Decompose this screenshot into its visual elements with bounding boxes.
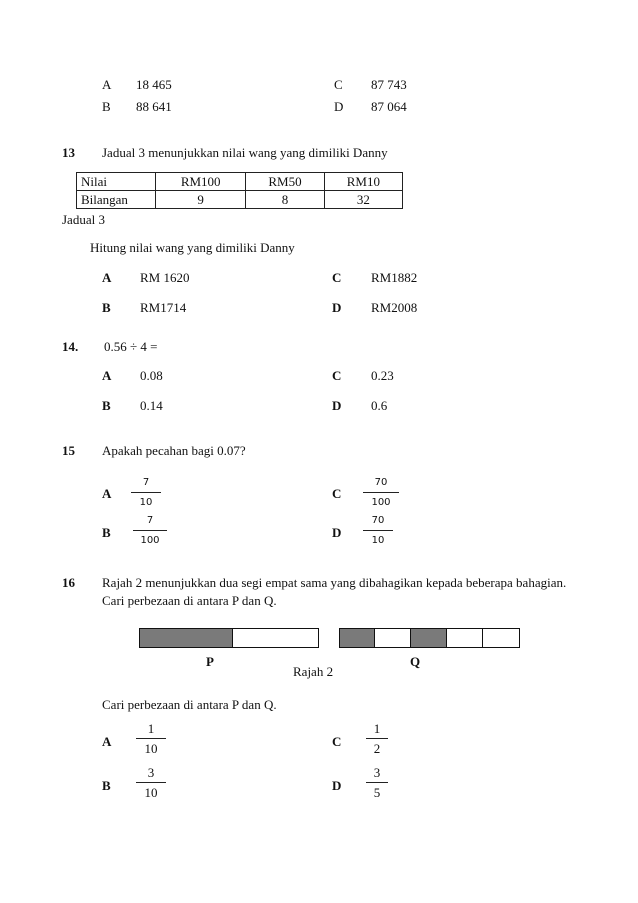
numerator: 70: [374, 477, 388, 488]
q16-option-a-fraction: [136, 722, 166, 756]
jadual-3-table: [76, 172, 403, 209]
q14-option-c-letter: C: [332, 368, 342, 383]
q13-option-a-letter: A: [102, 270, 112, 285]
q16-option-b-letter: B: [102, 778, 111, 793]
table-cell: Bilangan: [77, 191, 156, 209]
table-cell: RM50: [246, 173, 324, 191]
q-part: [446, 628, 483, 648]
q14-option-b-letter: B: [102, 398, 111, 413]
q12-option-b-letter: B: [102, 99, 111, 114]
q16-number: 16: [62, 575, 75, 590]
q13-option-a-text: RM 1620: [140, 270, 190, 285]
table-caption: Jadual 3: [62, 212, 105, 227]
fraction-bar: [136, 782, 166, 783]
denominator: 5: [373, 785, 381, 800]
q13-option-c-letter: C: [332, 270, 342, 285]
q13-stem: Jadual 3 menunjukkan nilai wang yang dimiliki Danny: [102, 145, 388, 160]
q16-option-c-letter: C: [332, 734, 342, 749]
table-cell: 9: [156, 191, 246, 209]
diagram-label-p: P: [206, 654, 214, 669]
q14-option-b-text: 0.14: [140, 398, 163, 413]
q14-option-d-text: 0.6: [371, 398, 388, 413]
q14-option-a-text: 0.08: [140, 368, 163, 383]
q13-option-d-text: RM2008: [371, 300, 418, 315]
q13-option-b-letter: B: [102, 300, 111, 315]
q16-option-d-fraction: [366, 766, 388, 800]
q16-instruction: Cari perbezaan di antara P dan Q.: [102, 697, 277, 712]
q15-option-a-fraction: [131, 476, 161, 510]
fraction-bar: [133, 530, 167, 531]
q14-option-c-text: 0.23: [371, 368, 394, 383]
numerator: 3: [373, 765, 381, 780]
denominator: 10: [144, 741, 158, 756]
denominator: 10: [144, 785, 158, 800]
q13-option-d-letter: D: [332, 300, 342, 315]
q16-stem-line1: Rajah 2 menunjukkan dua segi empat sama yang dibahagikan kepada beberapa bahagian.: [102, 575, 567, 590]
q16-stem-line2: Cari perbezaan di antara P dan Q.: [102, 593, 277, 608]
table-cell: RM10: [324, 173, 402, 191]
q14-option-a-letter: A: [102, 368, 112, 383]
numerator: 1: [373, 721, 381, 736]
numerator: 1: [147, 721, 155, 736]
q-part-shaded: [339, 628, 375, 648]
q12-option-d-text: 87 064: [371, 99, 407, 114]
q12-option-b-text: 88 641: [136, 99, 172, 114]
q15-option-b-fraction: [133, 514, 167, 548]
q14-number: 14.: [62, 339, 79, 354]
fraction-bar: [363, 530, 393, 531]
table-row: [77, 173, 403, 191]
p-part: [232, 628, 319, 648]
numerator: 7: [146, 515, 154, 526]
q13-option-c-text: RM1882: [371, 270, 418, 285]
table-cell: Nilai: [77, 173, 156, 191]
q15-option-c-letter: C: [332, 486, 342, 501]
denominator: 100: [371, 497, 391, 508]
table-cell: 8: [246, 191, 324, 209]
q13-instruction: Hitung nilai wang yang dimiliki Danny: [90, 240, 295, 255]
diagram-label-q: Q: [410, 654, 421, 669]
q15-stem: Apakah pecahan bagi 0.07?: [102, 443, 246, 458]
q13-option-b-text: RM1714: [140, 300, 187, 315]
denominator: 10: [371, 535, 385, 546]
denominator: 100: [140, 535, 160, 546]
q12-option-a-letter: A: [102, 77, 112, 92]
q13-number: 13: [62, 145, 75, 160]
fraction-bar: [366, 738, 388, 739]
q-part-shaded: [410, 628, 447, 648]
q12-option-d-letter: D: [334, 99, 344, 114]
p-part-shaded: [139, 628, 233, 648]
q15-option-a-letter: A: [102, 486, 112, 501]
numerator: 70: [371, 515, 385, 526]
fraction-bar: [366, 782, 388, 783]
q16-option-d-letter: D: [332, 778, 342, 793]
fraction-bar: [363, 492, 399, 493]
numerator: 3: [147, 765, 155, 780]
diagram-caption: Rajah 2: [293, 664, 334, 679]
fraction-bar: [131, 492, 161, 493]
denominator: 10: [139, 497, 153, 508]
q14-option-d-letter: D: [332, 398, 342, 413]
q14-stem: 0.56 ÷ 4 =: [104, 339, 158, 354]
q12-option-c-letter: C: [334, 77, 343, 92]
q16-option-b-fraction: [136, 766, 166, 800]
table-cell: RM100: [156, 173, 246, 191]
q15-number: 15: [62, 443, 75, 458]
table-cell: 32: [324, 191, 402, 209]
q16-option-a-letter: A: [102, 734, 112, 749]
numerator: 7: [142, 477, 150, 488]
q-part: [482, 628, 520, 648]
fraction-bar: [136, 738, 166, 739]
q12-option-a-text: 18 465: [136, 77, 172, 92]
table-row: [77, 191, 403, 209]
denominator: 2: [373, 741, 381, 756]
q15-option-d-letter: D: [332, 525, 342, 540]
q15-option-b-letter: B: [102, 525, 111, 540]
q15-option-c-fraction: [363, 476, 399, 510]
q12-option-c-text: 87 743: [371, 77, 407, 92]
q16-option-c-fraction: [366, 722, 388, 756]
q-part: [374, 628, 411, 648]
q15-option-d-fraction: [363, 514, 393, 548]
